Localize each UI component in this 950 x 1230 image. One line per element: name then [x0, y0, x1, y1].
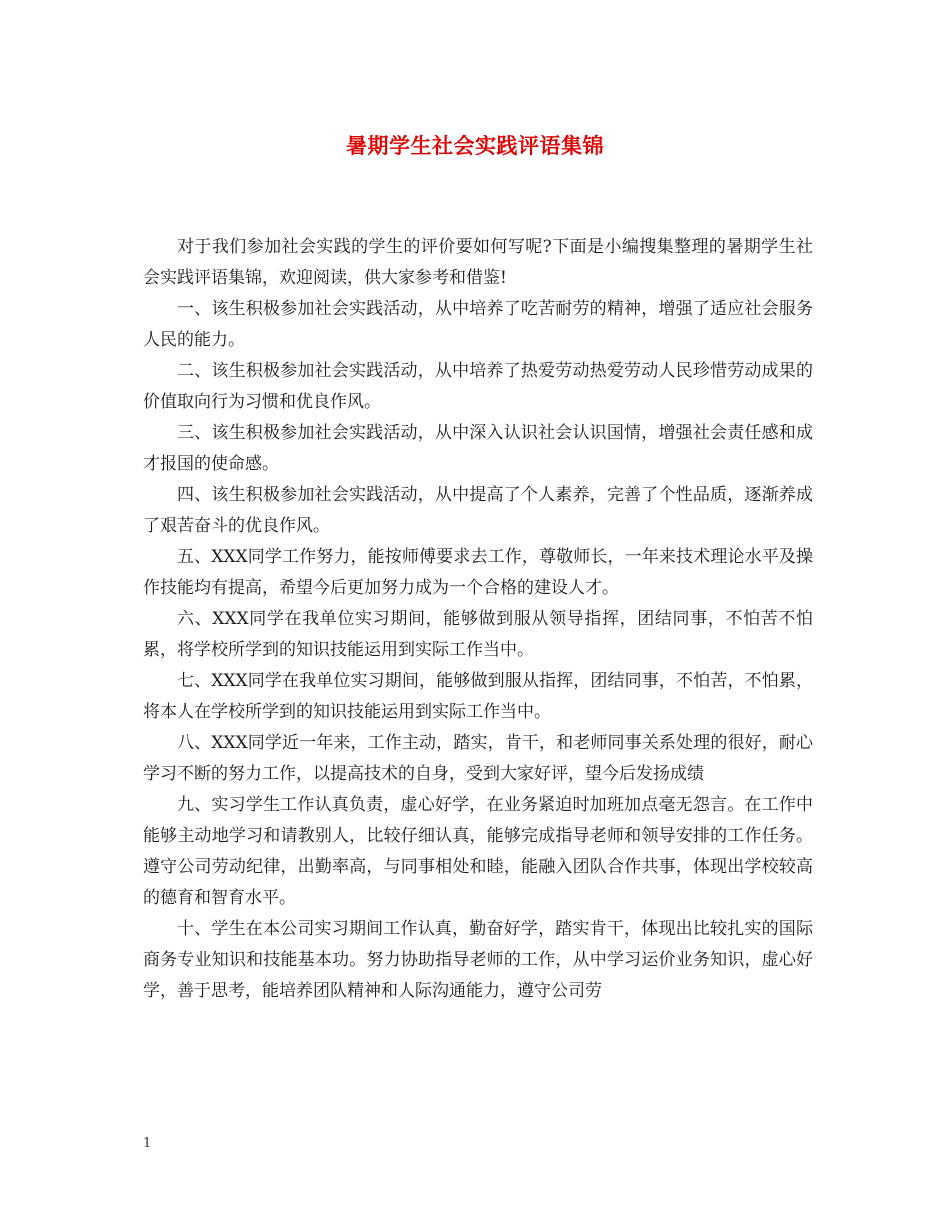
page-number: 1	[143, 1136, 152, 1151]
document-body	[143, 232, 813, 1007]
paragraph-comment-3: 三、该生积极参加社会实践活动，从中深入认识社会认识国情，增强社会责任感和成才报国的使命感。	[143, 423, 813, 474]
paragraph-comment-1: 一、该生积极参加社会实践活动，从中培养了吃苦耐劳的精神，增强了适应社会服务人民的能力。	[143, 299, 813, 350]
paragraph-comment-6: 六、XXX同学在我单位实习期间，能够做到服从领导指挥，团结同事，不怕苦不怕累，将学校所学到的知识技能运用到实际工作当中。	[143, 609, 813, 660]
paragraph-comment-8: 八、XXX同学近一年来，工作主动，踏实，肯干，和老师同事关系处理的很好，耐心学习不断的努力工作，以提高技术的自身，受到大家好评，望今后发扬成绩	[143, 733, 813, 784]
paragraph-intro: 对于我们参加社会实践的学生的评价要如何写呢?下面是小编搜集整理的暑期学生社会实践评语集锦，欢迎阅读，供大家参考和借鉴!	[143, 237, 813, 288]
paragraph-comment-4: 四、该生积极参加社会实践活动，从中提高了个人素养，完善了个性品质，逐渐养成了艰苦奋斗的优良作风。	[143, 485, 813, 536]
document-title: 暑期学生社会实践评语集锦	[346, 133, 604, 158]
paragraph-comment-10: 十、学生在本公司实习期间工作认真，勤奋好学，踏实肯干，体现出比较扎实的国际商务专业知识和技能基本功。努力协助指导老师的工作，从中学习运价业务知识，虚心好学，善于思考，能培养团队精神和人际沟通能力，遵守公司劳	[143, 919, 813, 1001]
paragraph-comment-5: 五、XXX同学工作努力，能按师傅要求去工作，尊敬师长，一年来技术理论水平及操作技能均有提高，希望今后更加努力成为一个合格的建设人才。	[143, 547, 813, 598]
paragraph-comment-9: 九、实习学生工作认真负责，虚心好学，在业务紧迫时加班加点毫无怨言。在工作中能够主动地学习和请教别人，比较仔细认真，能够完成指导老师和领导安排的工作任务。遵守公司劳动纪律，出勤率高，与同事相处和睦，能融入团队合作共事，体现出学校较高的德育和智育水平。	[143, 795, 813, 908]
paragraph-comment-7: 七、XXX同学在我单位实习期间，能够做到服从指挥，团结同事，不怕苦，不怕累，将本人在学校所学到的知识技能运用到实际工作当中。	[143, 671, 813, 722]
paragraph-comment-2: 二、该生积极参加社会实践活动，从中培养了热爱劳动热爱劳动人民珍惜劳动成果的价值取向行为习惯和优良作风。	[143, 361, 813, 412]
